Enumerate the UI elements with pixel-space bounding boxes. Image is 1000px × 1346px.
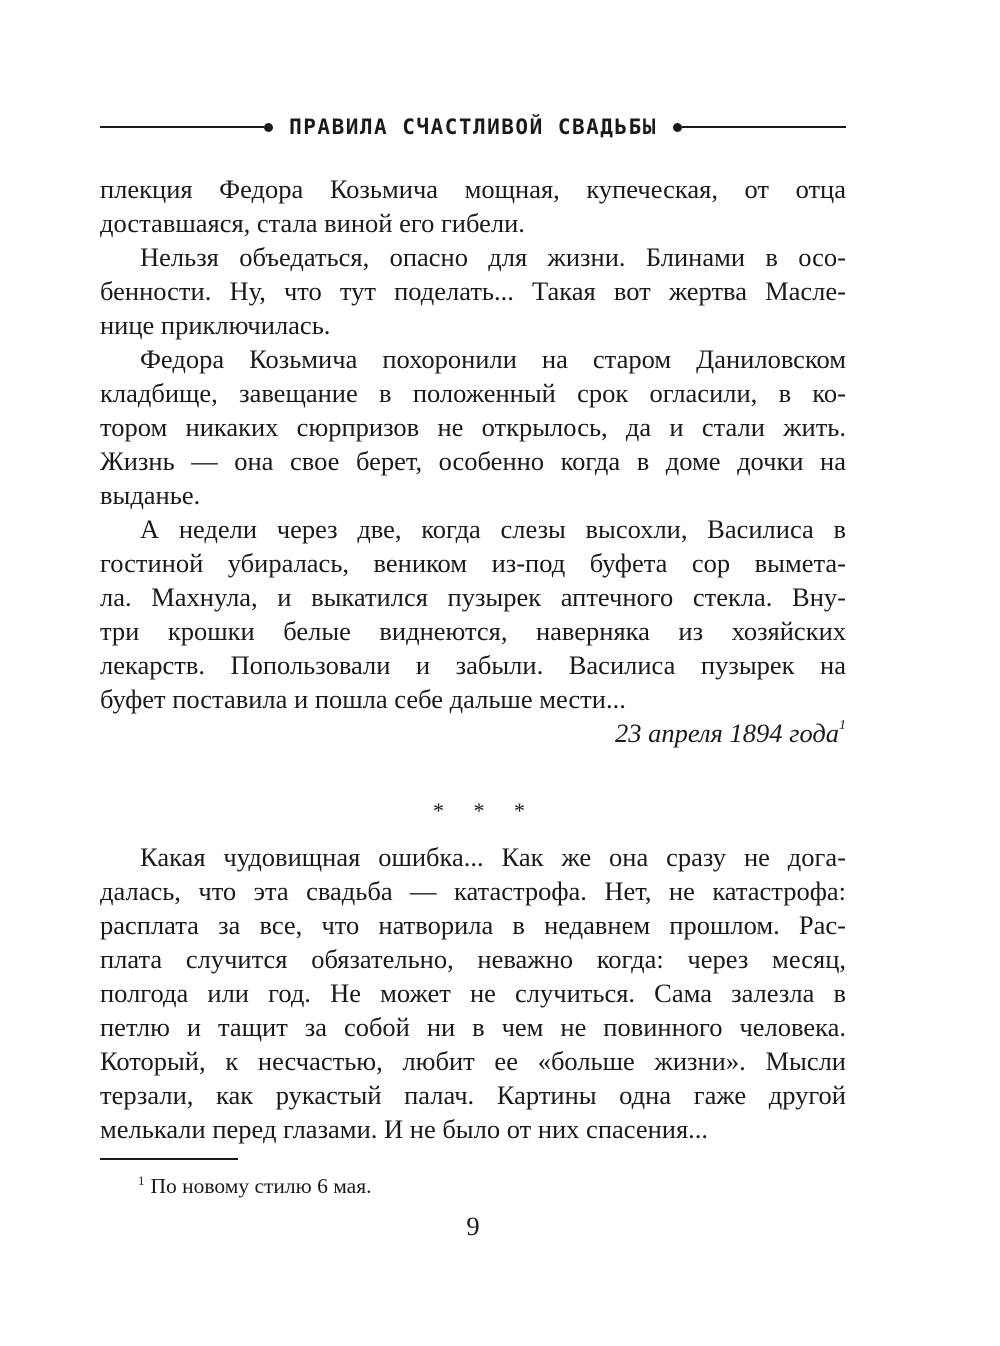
text-line: Какая чудовищная ошибка... Как же она сразу не дога- xyxy=(140,842,846,872)
dateline-text: 23 апреля 1894 года xyxy=(615,718,839,748)
footnote xyxy=(138,1172,371,1200)
text-line: нице приключилась. xyxy=(100,310,331,340)
text-line: далась, что эта свадьба — катастрофа. Нет, не катастрофа: xyxy=(100,876,846,906)
text-line: А недели через две, когда слезы высохли, Василиса в xyxy=(140,514,846,544)
footnote-mark: 1 xyxy=(138,1173,145,1188)
text-line: плата случится обязательно, неважно когда: через месяц, xyxy=(100,944,846,974)
text-line: плекция Федора Козьмича мощная, купеческая, от отца xyxy=(100,174,846,204)
section-separator: * * * xyxy=(433,798,537,823)
footnote-reference: 1 xyxy=(839,718,846,733)
text-line: расплата за все, что натворила в недавнем прошлом. Рас- xyxy=(100,910,846,940)
text-line: Который, к несчастью, любит ее «больше жизни». Мысли xyxy=(100,1046,846,1076)
text-line: петлю и тащит за собой ни в чем не повинного человека. xyxy=(100,1012,846,1042)
text-line: бенности. Ну, что тут поделать... Такая вот жертва Масле- xyxy=(100,276,846,306)
dateline xyxy=(100,716,846,750)
text-line: доставшаяся, стала виной его гибели. xyxy=(100,208,525,238)
header-rule-left xyxy=(100,126,264,128)
header-rule-right xyxy=(682,126,846,128)
footnote-rule xyxy=(100,1158,238,1160)
text-line: терзали, как рукастый палач. Картины одна гаже другой xyxy=(100,1080,846,1110)
text-line: лекарств. Попользовали и забыли. Василиса пузырек на xyxy=(100,650,846,680)
header-dot-left xyxy=(264,123,273,132)
running-title: ПРАВИЛА СЧАСТЛИВОЙ СВАДЬБЫ xyxy=(289,115,657,139)
running-head xyxy=(100,112,846,142)
text-line: тором никаких сюрпризов не открылось, да и стали жить. xyxy=(100,412,846,442)
text-line: полгода или год. Не может не случиться. Сама залезла в xyxy=(100,978,846,1008)
text-line: Федора Козьмича похоронили на старом Даниловском xyxy=(140,344,846,374)
text-line: гостиной убиралась, веником из-под буфета сор вымета- xyxy=(100,548,846,578)
text-line: кладбище, завещание в положенный срок огласили, в ко- xyxy=(100,378,846,408)
footnote-text: По новому стилю 6 мая. xyxy=(150,1174,372,1198)
text-line: буфет поставила и пошла себе дальше мести... xyxy=(100,684,626,714)
header-dot-right xyxy=(673,123,682,132)
text-line: Нельзя объедаться, опасно для жизни. Блинами в осо- xyxy=(140,242,846,272)
text-line: три крошки белые виднеются, наверняка из хозяйских xyxy=(100,616,846,646)
text-line: Жизнь — она свое берет, особенно когда в доме дочки на xyxy=(100,446,846,476)
page-number: 9 xyxy=(466,1211,480,1241)
body-text-section-1 xyxy=(100,172,846,716)
text-line: выданье. xyxy=(100,480,201,510)
text-line: мелькали перед глазами. И не было от них спасения... xyxy=(100,1114,709,1144)
body-text-section-2 xyxy=(100,840,846,1146)
text-line: ла. Махнула, и выкатился пузырек аптечного стекла. Вну- xyxy=(100,582,846,612)
